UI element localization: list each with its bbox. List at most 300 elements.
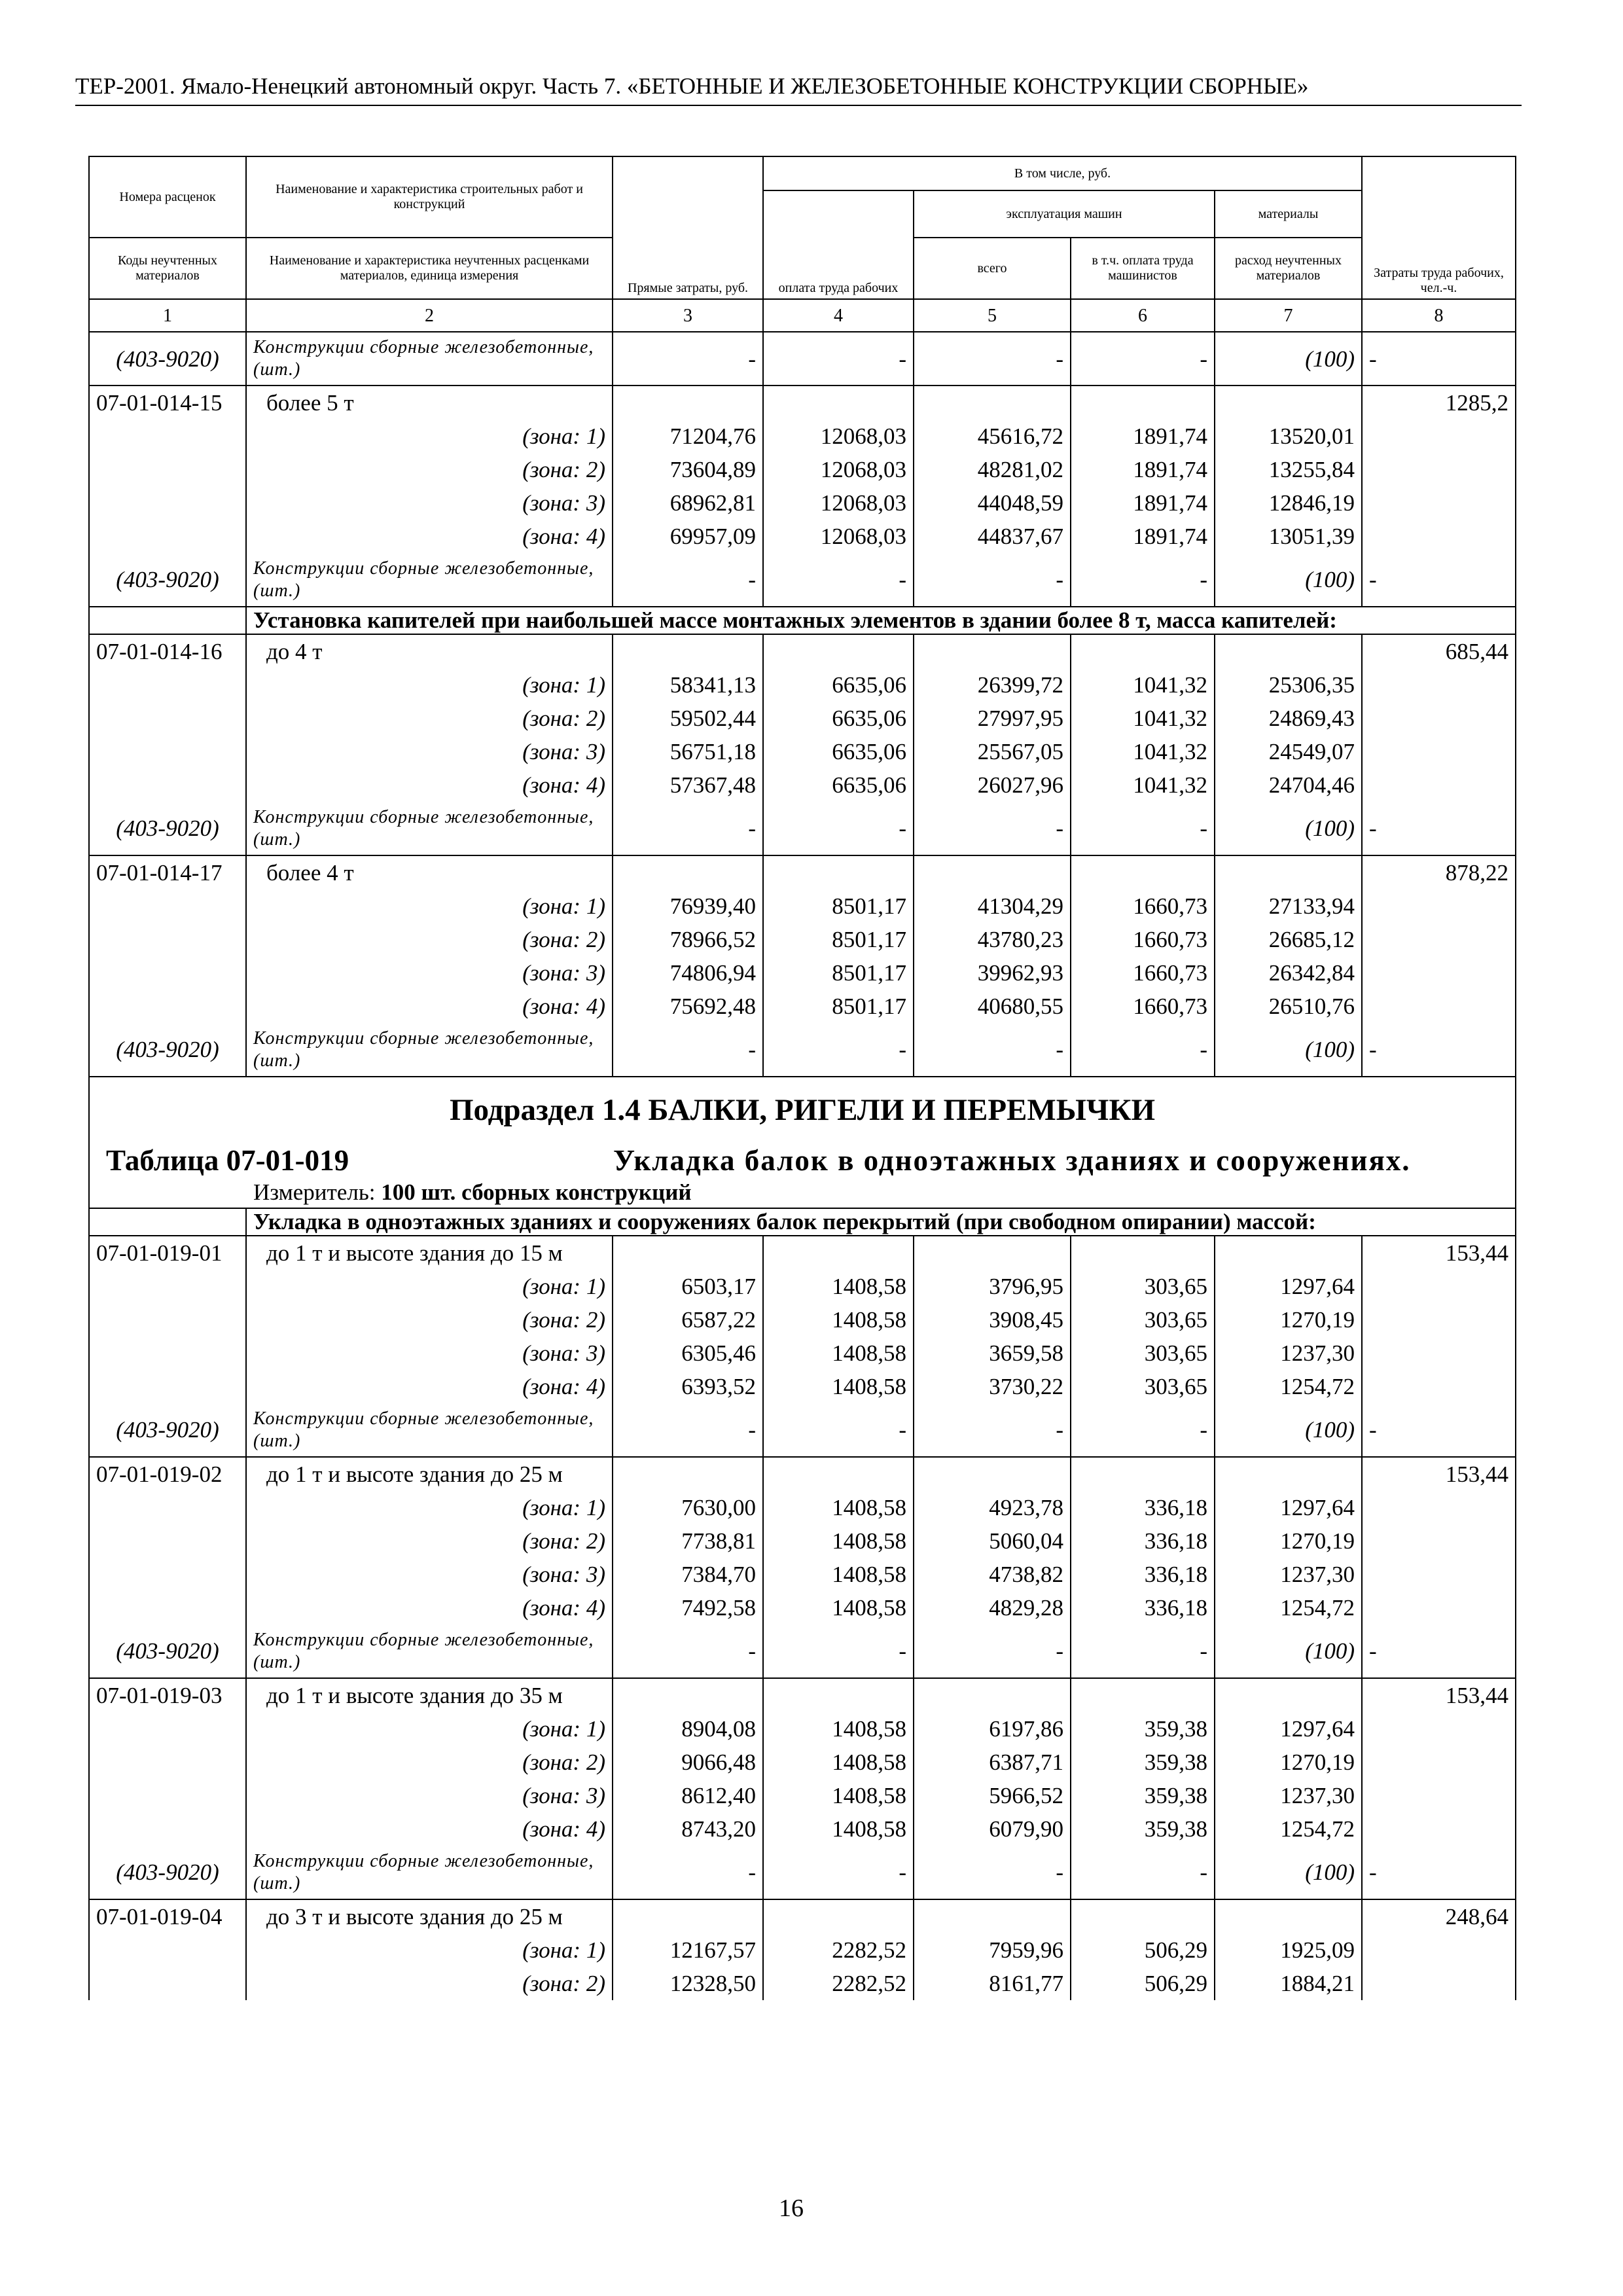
empty-cell: [1362, 990, 1516, 1023]
cost-value: 1041,32: [1071, 702, 1215, 735]
empty-cell: [1362, 1524, 1516, 1558]
zone-label: (зона: 4): [246, 990, 613, 1023]
empty-cell: [89, 1558, 246, 1591]
zone-label: (зона: 2): [246, 702, 613, 735]
material-dash: -: [1362, 332, 1516, 386]
cost-value: 1408,58: [763, 1746, 914, 1779]
empty-cell: [1362, 889, 1516, 923]
col1-head-bottom: Коды неучтенных материалов: [89, 238, 246, 299]
zone-row: [89, 1712, 1516, 1746]
empty-cell: [1071, 855, 1215, 889]
zone-row: [89, 1558, 1516, 1591]
cost-value: 1660,73: [1071, 990, 1215, 1023]
cost-value: 336,18: [1071, 1491, 1215, 1524]
cost-value: 76939,40: [613, 889, 763, 923]
empty-cell: [1362, 1270, 1516, 1303]
cost-value: 6587,22: [613, 1303, 763, 1336]
material-dash: -: [613, 553, 763, 607]
cost-value: 8612,40: [613, 1779, 763, 1812]
cost-value: 6635,06: [763, 735, 914, 768]
material-percent: (100): [1215, 553, 1362, 607]
cost-value: 6197,86: [914, 1712, 1071, 1746]
zone-label: (зона: 4): [246, 520, 613, 553]
cost-value: 1254,72: [1215, 1812, 1362, 1846]
material-dash: -: [613, 802, 763, 855]
cost-value: 12846,19: [1215, 486, 1362, 520]
zone-row: [89, 520, 1516, 553]
cost-value: 12167,57: [613, 1933, 763, 1967]
rate-code: 07-01-014-17: [89, 855, 246, 889]
empty-cell: [763, 1678, 914, 1712]
cost-value: 12068,03: [763, 420, 914, 453]
cost-value: 3730,22: [914, 1370, 1071, 1403]
material-dash: -: [613, 332, 763, 386]
col-number: 8: [1362, 299, 1516, 332]
material-dash: -: [1071, 1023, 1215, 1077]
cost-value: 6635,06: [763, 668, 914, 702]
material-dash: -: [1362, 1846, 1516, 1899]
cost-value: 1408,58: [763, 1524, 914, 1558]
cost-value: 8161,77: [914, 1967, 1071, 2000]
empty-cell: [914, 855, 1071, 889]
cost-value: 68962,81: [613, 486, 763, 520]
col-number: 4: [763, 299, 914, 332]
cost-value: 7959,96: [914, 1933, 1071, 1967]
cost-value: 8743,20: [613, 1812, 763, 1846]
zone-label: (зона: 4): [246, 768, 613, 802]
col1-head-top: Номера расценок: [89, 156, 246, 238]
zone-row: [89, 1270, 1516, 1303]
cost-value: 58341,13: [613, 668, 763, 702]
cost-value: 4738,82: [914, 1558, 1071, 1591]
page-number: 16: [779, 2195, 804, 2222]
zone-row: [89, 889, 1516, 923]
cost-value: 8501,17: [763, 923, 914, 956]
cost-value: 1041,32: [1071, 668, 1215, 702]
cost-value: 1297,64: [1215, 1491, 1362, 1524]
cost-value: 48281,02: [914, 453, 1071, 486]
empty-cell: [1215, 1899, 1362, 1933]
empty-cell: [89, 1270, 246, 1303]
col-number: 2: [246, 299, 613, 332]
rate-row: [89, 855, 1516, 889]
col-number: 6: [1071, 299, 1215, 332]
table-header-line: [90, 1136, 1515, 1177]
material-percent: (100): [1215, 802, 1362, 855]
labor-value: 878,22: [1362, 855, 1516, 889]
cost-value: 8501,17: [763, 956, 914, 990]
cost-value: 303,65: [1071, 1270, 1215, 1303]
zone-label: (зона: 3): [246, 1558, 613, 1591]
cost-value: 1237,30: [1215, 1779, 1362, 1812]
material-dash: -: [763, 1846, 914, 1899]
cost-value: 2282,52: [763, 1967, 914, 2000]
cost-value: 1297,64: [1215, 1712, 1362, 1746]
zone-label: (зона: 2): [246, 923, 613, 956]
group-capitals: [89, 607, 1516, 634]
empty-cell: [89, 453, 246, 486]
cost-value: 8501,17: [763, 889, 914, 923]
empty-cell: [763, 1236, 914, 1270]
materials-head: материалы: [1215, 190, 1362, 238]
cost-value: 45616,72: [914, 420, 1071, 453]
cost-value: 359,38: [1071, 1812, 1215, 1846]
cost-value: 1660,73: [1071, 889, 1215, 923]
empty-cell: [1215, 386, 1362, 420]
zone-label: (зона: 1): [246, 1491, 613, 1524]
rate-row: [89, 1678, 1516, 1712]
material-percent: (100): [1215, 1624, 1362, 1678]
cost-value: 1660,73: [1071, 956, 1215, 990]
cost-value: 8904,08: [613, 1712, 763, 1746]
cost-value: 336,18: [1071, 1524, 1215, 1558]
cost-value: 6635,06: [763, 768, 914, 802]
rate-code: 07-01-019-02: [89, 1457, 246, 1491]
material-dash: -: [914, 1403, 1071, 1457]
material-name: Конструкции сборные железобетонные, (шт.): [246, 1023, 613, 1077]
cost-value: 7384,70: [613, 1558, 763, 1591]
empty-cell: [89, 1933, 246, 1967]
material-dash: -: [1071, 1624, 1215, 1678]
zone-row: [89, 956, 1516, 990]
cost-value: 1254,72: [1215, 1370, 1362, 1403]
cost-value: 2282,52: [763, 1933, 914, 1967]
empty-cell: [1215, 855, 1362, 889]
empty-cell: [1071, 1678, 1215, 1712]
cost-value: 1925,09: [1215, 1933, 1362, 1967]
empty-cell: [89, 1524, 246, 1558]
cost-value: 24704,46: [1215, 768, 1362, 802]
rate-code: 07-01-014-16: [89, 634, 246, 668]
empty-cell: [89, 420, 246, 453]
empty-cell: [89, 1712, 246, 1746]
cost-value: 26027,96: [914, 768, 1071, 802]
empty-cell: [89, 607, 246, 634]
zone-label: (зона: 1): [246, 668, 613, 702]
cost-value: 1408,58: [763, 1558, 914, 1591]
zone-row: [89, 1524, 1516, 1558]
rate-code: 07-01-019-03: [89, 1678, 246, 1712]
empty-cell: [89, 702, 246, 735]
material-dash: -: [763, 1403, 914, 1457]
cost-value: 43780,23: [914, 923, 1071, 956]
cost-value: 24869,43: [1215, 702, 1362, 735]
empty-cell: [1362, 1303, 1516, 1336]
wage-head: оплата труда рабочих: [763, 190, 914, 299]
empty-cell: [1362, 1746, 1516, 1779]
group-beams-text: Укладка в одноэтажных зданиях и сооружениях балок перекрытий (при свободном опирании) массой:: [246, 1208, 1516, 1236]
material-name: Конструкции сборные железобетонные, (шт.): [246, 1403, 613, 1457]
labor-value: 153,44: [1362, 1678, 1516, 1712]
table-head: [89, 156, 1516, 332]
material-row: [89, 1846, 1516, 1899]
material-code: (403-9020): [89, 1023, 246, 1077]
cost-value: 1891,74: [1071, 453, 1215, 486]
cost-value: 73604,89: [613, 453, 763, 486]
cost-value: 1297,64: [1215, 1270, 1362, 1303]
labor-value: 685,44: [1362, 634, 1516, 668]
zone-row: [89, 1933, 1516, 1967]
material-name: Конструкции сборные железобетонные, (шт.): [246, 553, 613, 607]
zone-label: (зона: 3): [246, 956, 613, 990]
cost-value: 506,29: [1071, 1933, 1215, 1967]
rate-name: до 4 т: [246, 634, 613, 668]
cost-value: 336,18: [1071, 1591, 1215, 1624]
material-percent: (100): [1215, 1023, 1362, 1077]
cost-value: 26510,76: [1215, 990, 1362, 1023]
cost-value: 3659,58: [914, 1336, 1071, 1370]
table-title: Укладка балок в одноэтажных зданиях и сооружениях.: [613, 1144, 1411, 1177]
cost-value: 4829,28: [914, 1591, 1071, 1624]
empty-cell: [89, 1336, 246, 1370]
rate-row: [89, 1457, 1516, 1491]
table-label: Таблица 07-01-019: [106, 1144, 349, 1177]
empty-cell: [1071, 1236, 1215, 1270]
cost-value: 74806,94: [613, 956, 763, 990]
material-dash: -: [1071, 553, 1215, 607]
labor-value: 1285,2: [1362, 386, 1516, 420]
machines-wage-head: в т.ч. оплата труда машинистов: [1071, 238, 1215, 299]
labor-value: 153,44: [1362, 1236, 1516, 1270]
material-dash: -: [763, 802, 914, 855]
cost-value: 303,65: [1071, 1370, 1215, 1403]
empty-cell: [1362, 1812, 1516, 1846]
cost-value: 44048,59: [914, 486, 1071, 520]
zone-label: (зона: 3): [246, 735, 613, 768]
material-dash: -: [914, 802, 1071, 855]
cost-value: 27133,94: [1215, 889, 1362, 923]
cost-value: 24549,07: [1215, 735, 1362, 768]
zone-row: [89, 1491, 1516, 1524]
cost-value: 1408,58: [763, 1812, 914, 1846]
cost-value: 1408,58: [763, 1270, 914, 1303]
empty-cell: [613, 855, 763, 889]
rate-name: более 5 т: [246, 386, 613, 420]
material-dash: -: [1362, 553, 1516, 607]
empty-cell: [89, 923, 246, 956]
empty-cell: [1362, 1967, 1516, 2000]
material-name: Конструкции сборные железобетонные, (шт.): [246, 1624, 613, 1678]
empty-cell: [1215, 634, 1362, 668]
col2-head-top: Наименование и характеристика строительных работ и конструкций: [246, 156, 613, 238]
cost-value: 5966,52: [914, 1779, 1071, 1812]
material-code: (403-9020): [89, 332, 246, 386]
empty-cell: [613, 1457, 763, 1491]
col-number: 5: [914, 299, 1071, 332]
header-rule: [75, 105, 1522, 106]
rate-row: [89, 1899, 1516, 1933]
cost-value: 1408,58: [763, 1712, 914, 1746]
zone-label: (зона: 2): [246, 1524, 613, 1558]
cost-value: 6393,52: [613, 1370, 763, 1403]
cost-value: 4923,78: [914, 1491, 1071, 1524]
material-dash: -: [1071, 332, 1215, 386]
cost-value: 1041,32: [1071, 768, 1215, 802]
cost-value: 7738,81: [613, 1524, 763, 1558]
cost-value: 1237,30: [1215, 1558, 1362, 1591]
empty-cell: [89, 1812, 246, 1846]
rate-code: 07-01-019-01: [89, 1236, 246, 1270]
empty-cell: [1362, 1591, 1516, 1624]
empty-cell: [89, 668, 246, 702]
empty-cell: [1362, 956, 1516, 990]
empty-cell: [1362, 702, 1516, 735]
empty-cell: [914, 634, 1071, 668]
cost-value: 39962,93: [914, 956, 1071, 990]
zone-row: [89, 990, 1516, 1023]
empty-cell: [89, 1967, 246, 2000]
material-dash: -: [914, 553, 1071, 607]
cost-value: 1891,74: [1071, 486, 1215, 520]
zone-label: (зона: 2): [246, 1746, 613, 1779]
empty-cell: [1362, 1491, 1516, 1524]
cost-value: 57367,48: [613, 768, 763, 802]
zone-row: [89, 1779, 1516, 1812]
empty-cell: [613, 1899, 763, 1933]
rate-row: [89, 634, 1516, 668]
cost-value: 6503,17: [613, 1270, 763, 1303]
empty-cell: [1362, 923, 1516, 956]
cost-value: 25567,05: [914, 735, 1071, 768]
material-name: Конструкции сборные железобетонные, (шт.): [246, 332, 613, 386]
empty-cell: [1362, 420, 1516, 453]
zone-row: [89, 735, 1516, 768]
material-dash: -: [1362, 1624, 1516, 1678]
zone-row: [89, 1370, 1516, 1403]
material-dash: -: [914, 332, 1071, 386]
col-number: 3: [613, 299, 763, 332]
empty-cell: [1362, 1712, 1516, 1746]
empty-cell: [1362, 1336, 1516, 1370]
cost-value: 8501,17: [763, 990, 914, 1023]
cost-value: 12068,03: [763, 453, 914, 486]
meter-label: Измеритель:: [253, 1179, 382, 1205]
material-dash: -: [914, 1846, 1071, 1899]
rate-name: более 4 т: [246, 855, 613, 889]
empty-cell: [613, 386, 763, 420]
empty-cell: [1362, 486, 1516, 520]
col-number: 1: [89, 299, 246, 332]
material-row: [89, 332, 1516, 386]
cost-value: 40680,55: [914, 990, 1071, 1023]
material-dash: -: [1362, 1403, 1516, 1457]
meter-line: [90, 1177, 1515, 1208]
cost-value: 6079,90: [914, 1812, 1071, 1846]
cost-value: 75692,48: [613, 990, 763, 1023]
material-percent: (100): [1215, 332, 1362, 386]
machines-total-head: всего: [914, 238, 1071, 299]
material-dash: -: [1362, 1023, 1516, 1077]
group-beams: [89, 1208, 1516, 1236]
page-header: ТЕР-2001. Ямало-Ненецкий автономный округ. Часть 7. «БЕТОННЫЕ И ЖЕЛЕЗОБЕТОННЫЕ КОНСТРУКЦИИ СБОРНЫЕ»: [75, 73, 1309, 99]
empty-cell: [1071, 386, 1215, 420]
zone-row: [89, 1812, 1516, 1846]
material-dash: -: [1071, 802, 1215, 855]
rate-row: [89, 386, 1516, 420]
empty-cell: [89, 735, 246, 768]
zone-label: (зона: 2): [246, 1303, 613, 1336]
material-code: (403-9020): [89, 1403, 246, 1457]
cost-value: 25306,35: [1215, 668, 1362, 702]
cost-value: 1408,58: [763, 1370, 914, 1403]
cost-value: 6387,71: [914, 1746, 1071, 1779]
section-cell: [89, 1077, 1516, 1208]
cost-value: 56751,18: [613, 735, 763, 768]
cost-value: 1408,58: [763, 1303, 914, 1336]
cost-value: 303,65: [1071, 1303, 1215, 1336]
cost-value: 26342,84: [1215, 956, 1362, 990]
zone-label: (зона: 4): [246, 1591, 613, 1624]
cost-value: 1408,58: [763, 1336, 914, 1370]
col2-head-bottom: Наименование и характеристика неучтенных расценками материалов, единица измерения: [246, 238, 613, 299]
cost-value: 26399,72: [914, 668, 1071, 702]
zone-row: [89, 923, 1516, 956]
material-dash: -: [613, 1023, 763, 1077]
zone-row: [89, 1746, 1516, 1779]
zone-label: (зона: 4): [246, 1370, 613, 1403]
zone-row: [89, 1967, 1516, 2000]
cost-value: 12328,50: [613, 1967, 763, 2000]
rate-name: до 3 т и высоте здания до 25 м: [246, 1899, 613, 1933]
empty-cell: [89, 486, 246, 520]
empty-cell: [89, 1208, 246, 1236]
cost-value: 78966,52: [613, 923, 763, 956]
zone-label: (зона: 3): [246, 1779, 613, 1812]
material-dash: -: [613, 1403, 763, 1457]
empty-cell: [1362, 1558, 1516, 1591]
empty-cell: [763, 1899, 914, 1933]
cost-value: 69957,09: [613, 520, 763, 553]
empty-cell: [613, 634, 763, 668]
cost-value: 1254,72: [1215, 1591, 1362, 1624]
labor-value: 153,44: [1362, 1457, 1516, 1491]
empty-cell: [1362, 1370, 1516, 1403]
incl-head: В том числе, руб.: [763, 156, 1362, 190]
empty-cell: [1362, 453, 1516, 486]
zone-row: [89, 702, 1516, 735]
empty-cell: [89, 1591, 246, 1624]
rate-name: до 1 т и высоте здания до 25 м: [246, 1457, 613, 1491]
empty-cell: [89, 1491, 246, 1524]
zone-row: [89, 668, 1516, 702]
empty-cell: [89, 768, 246, 802]
material-row: [89, 1624, 1516, 1678]
material-row: [89, 802, 1516, 855]
empty-cell: [1215, 1236, 1362, 1270]
rate-name: до 1 т и высоте здания до 15 м: [246, 1236, 613, 1270]
empty-cell: [89, 1746, 246, 1779]
cost-value: 1041,32: [1071, 735, 1215, 768]
empty-cell: [89, 1779, 246, 1812]
material-row: [89, 1403, 1516, 1457]
zone-row: [89, 486, 1516, 520]
empty-cell: [1215, 1457, 1362, 1491]
material-row: [89, 553, 1516, 607]
empty-cell: [1071, 1457, 1215, 1491]
zone-label: (зона: 1): [246, 1933, 613, 1967]
section-block: [89, 1077, 1516, 1208]
cost-value: 1270,19: [1215, 1746, 1362, 1779]
rates-table: [88, 156, 1516, 2000]
cost-value: 7492,58: [613, 1591, 763, 1624]
empty-cell: [1215, 1678, 1362, 1712]
cost-value: 7630,00: [613, 1491, 763, 1524]
table-body: [89, 332, 1516, 2000]
cost-value: 44837,67: [914, 520, 1071, 553]
zone-row: [89, 453, 1516, 486]
rate-code: 07-01-019-04: [89, 1899, 246, 1933]
empty-cell: [613, 1236, 763, 1270]
